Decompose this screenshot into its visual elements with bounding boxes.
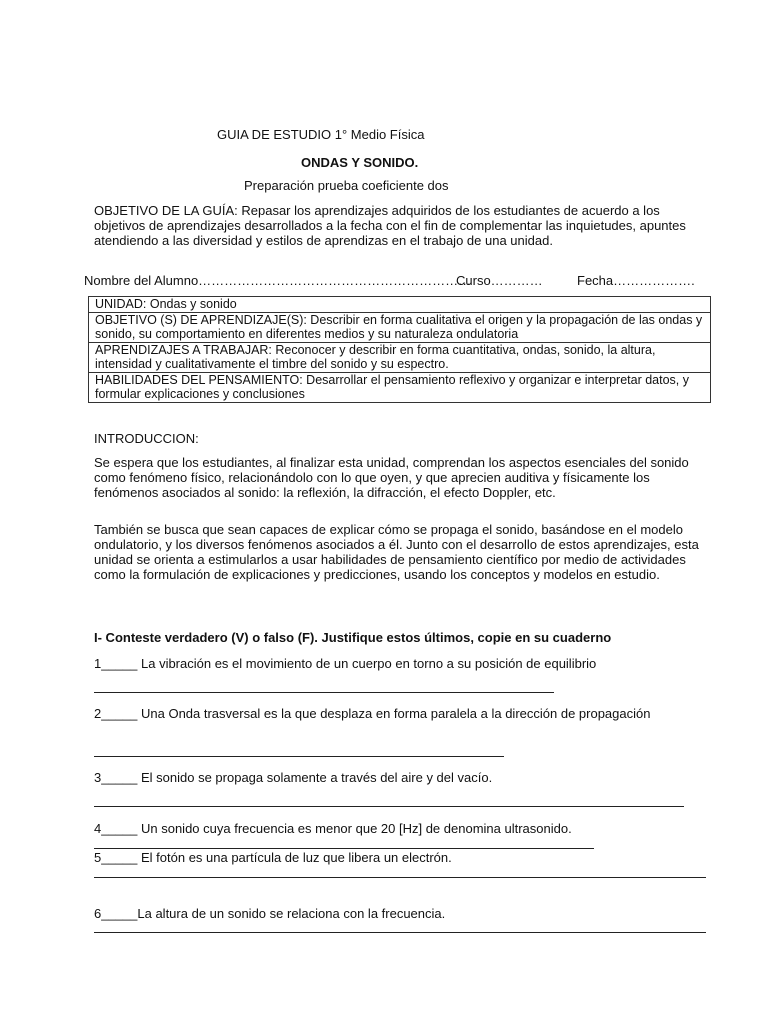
course-field: Curso…………	[456, 273, 543, 288]
unit-table	[88, 296, 711, 403]
date-field: Fecha……………….	[577, 273, 695, 288]
question-4: 4_____ Un sonido cuya frecuencia es menor que 20 [Hz] de denomina ultrasonido.	[94, 821, 572, 836]
student-info-row	[84, 273, 704, 289]
question-3: 3_____ El sonido se propaga solamente a través del aire y del vacío.	[94, 770, 493, 785]
answer-line-2	[94, 756, 504, 757]
section-1-heading: I- Conteste verdadero (V) o falso (F). Justifique estos últimos, copie en su cuaderno	[94, 630, 612, 645]
answer-line-4	[94, 848, 594, 849]
answer-line-1	[94, 692, 554, 693]
intro-heading: INTRODUCCION:	[94, 431, 199, 446]
learning-objective-row: OBJETIVO (S) DE APRENDIZAJE(S): Describir en forma cualitativa el origen y la propagación de las ondas y sonido, su comportamiento en diferentes medios y su naturaleza ondulatoria	[89, 312, 711, 342]
thinking-skills-row: HABILIDADES DEL PENSAMIENTO: Desarrollar el pensamiento reflexivo y organizar e interpretar datos, y formular explicaciones y conclusiones	[89, 372, 711, 402]
unit-row: UNIDAD: Ondas y sonido	[89, 297, 711, 313]
guide-objective: OBJETIVO DE LA GUÍA: Repasar los aprendizajes adquiridos de los estudiantes de acuerdo a los objetivos de aprendizajes desarrollados a la fecha con el fin de complementar las inquietudes, apuntes atendiendo a las diversidad y estilos de aprendizas en el trabajo de una unidad.	[94, 203, 686, 248]
document-subtitle: ONDAS Y SONIDO.	[301, 155, 419, 170]
question-5: 5_____ El fotón es una partícula de luz que libera un electrón.	[94, 850, 452, 865]
answer-line-5	[94, 877, 706, 878]
answer-line-6	[94, 932, 706, 933]
question-1: 1_____ La vibración es el movimiento de un cuerpo en torno a su posición de equilibrio	[94, 656, 597, 671]
learnings-row: APRENDIZAJES A TRABAJAR: Reconocer y describir en forma cuantitativa, ondas, sonido, la altura, intensidad y cualitativamente el timbre del sonido y su espectro.	[89, 342, 711, 372]
answer-line-3	[94, 806, 684, 807]
question-2: 2_____ Una Onda trasversal es la que desplaza en forma paralela a la dirección de propagación	[94, 706, 651, 721]
student-name-field: Nombre del Alumno………………………………………………………	[84, 273, 472, 288]
document-title: GUIA DE ESTUDIO 1° Medio Física	[217, 127, 425, 142]
intro-paragraph-2: También se busca que sean capaces de explicar cómo se propaga el sonido, basándose en el modelo ondulatorio, y los diversos fenómenos asociados a él. Junto con el desarrollo de estos aprendizajes, esta unidad se orienta a estimularlos a usar habilidades de pensamiento científico por medio de actividades como la formulación de explicaciones y predicciones, usando los conceptos y modelos en estudio.	[94, 522, 699, 582]
question-6: 6_____La altura de un sonido se relaciona con la frecuencia.	[94, 906, 446, 921]
intro-paragraph-1: Se espera que los estudiantes, al finalizar esta unidad, comprendan los aspectos esenciales del sonido como fenómeno físico, relacionándolo con lo que oyen, y que aprecien auditiva y físicamente los fenómenos asociados al sonido: la reflexión, la difracción, el efecto Doppler, etc.	[94, 455, 689, 500]
document-prep-note: Preparación prueba coeficiente dos	[244, 178, 449, 193]
